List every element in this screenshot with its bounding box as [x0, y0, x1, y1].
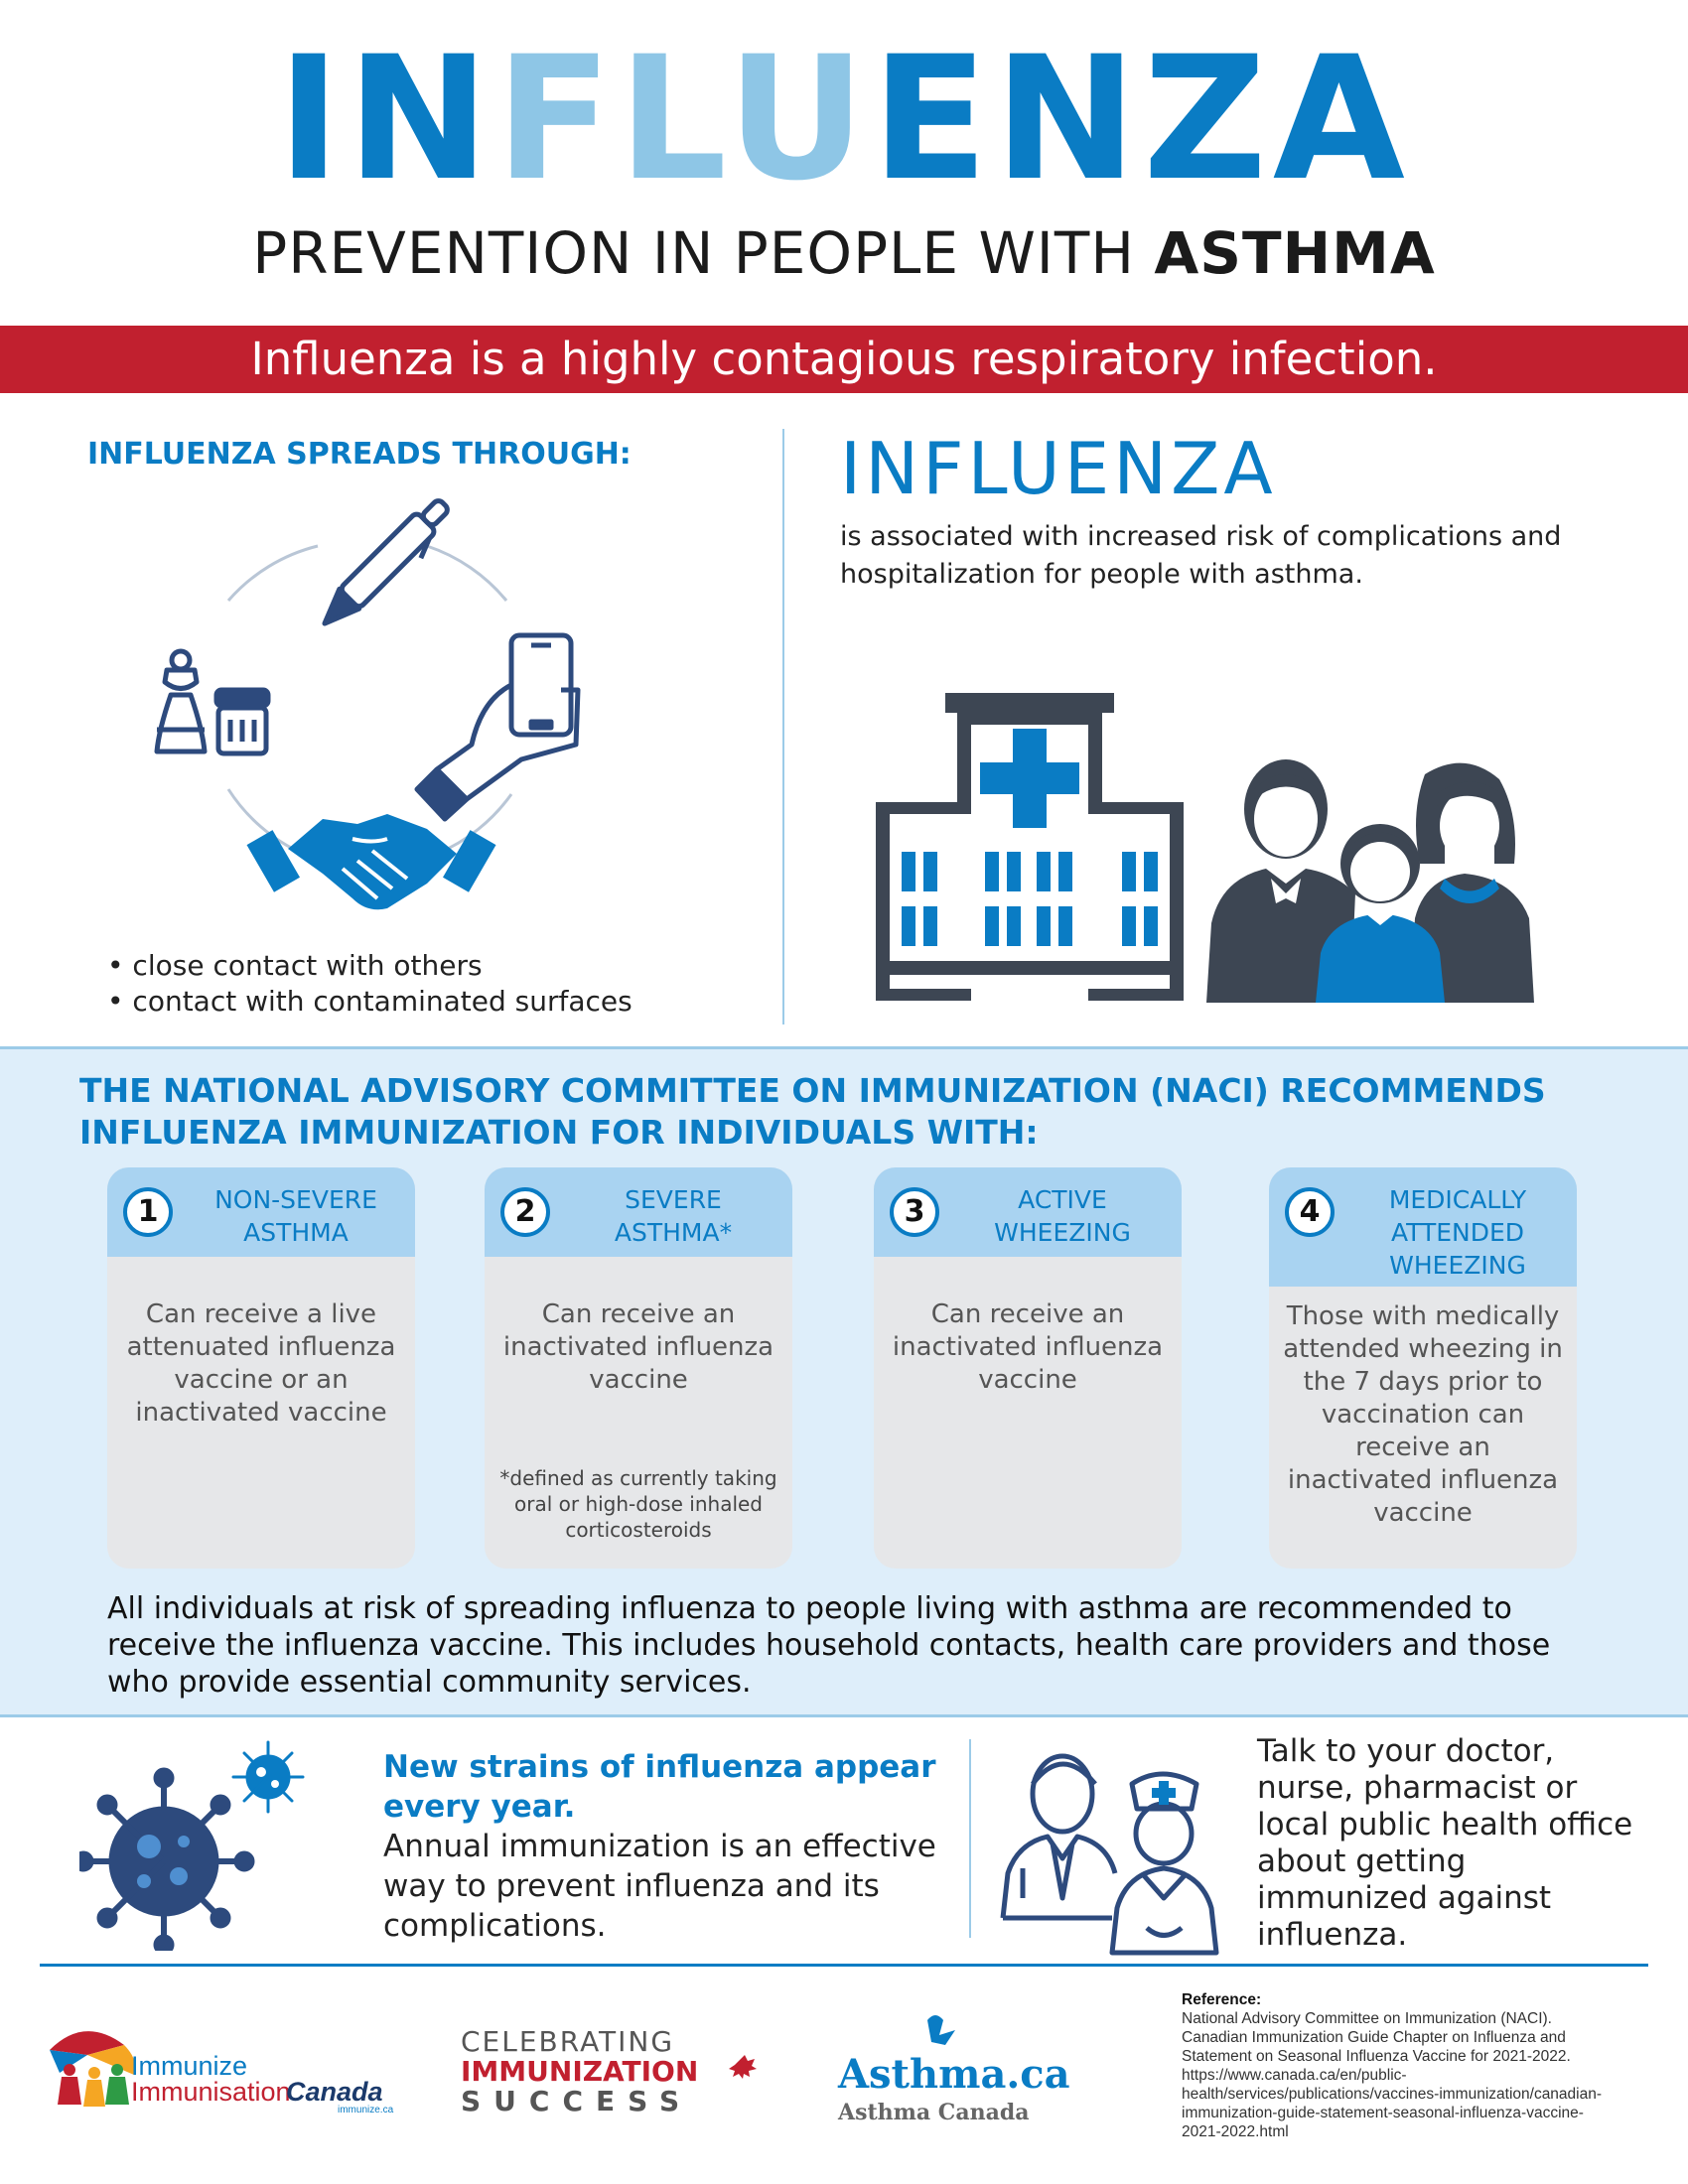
- card-number: 2: [500, 1187, 550, 1237]
- canada-text: Canada: [286, 2077, 383, 2107]
- maple-leaf-icon: [729, 2055, 757, 2079]
- spreads-heading: INFLUENZA SPREADS THROUGH:: [87, 437, 632, 472]
- influenza-risk-text: is associated with increased risk of complications and hospitalization for people with asthma.: [840, 521, 1562, 590]
- recommendation-card-3: [874, 1167, 1182, 1569]
- main-title: [0, 19, 1688, 218]
- bottom-divider-line: [40, 1964, 1648, 1967]
- card-body: Can receive an inactivated influenza vaccine: [502, 1299, 774, 1395]
- recommendation-card-2: [485, 1167, 792, 1569]
- talk-to-doctor-text: Talk to your doctor, nurse, pharmacist or local public health office about getting immunized against influenza.: [1257, 1733, 1633, 1953]
- asthma-canada-text: Asthma Canada: [838, 2100, 1030, 2125]
- all-individuals-text: All individuals at risk of spreading influenza to people living with asthma are recommended to receive the influenza vaccine. This includes household contacts, health care providers and those who provide essential community services.: [107, 1591, 1551, 1700]
- subtitle-normal: PREVENTION IN PEOPLE WITH: [252, 219, 1155, 287]
- immunize-text: Immunize: [131, 2051, 248, 2081]
- recommendation-card-4: [1269, 1167, 1577, 1569]
- subtitle-bold: ASTHMA: [1154, 219, 1436, 287]
- card-number: 4: [1285, 1187, 1335, 1237]
- card-title: NON-SEVERE ASTHMA: [214, 1185, 377, 1247]
- hand-phone-icon: [417, 635, 578, 819]
- red-banner: Influenza is a highly contagious respiratory infection.: [0, 326, 1688, 393]
- pen-icon: [139, 491, 460, 639]
- naci-heading: THE NATIONAL ADVISORY COMMITTEE ON IMMUNIZATION (NACI) RECOMMENDS INFLUENZA IMMUNIZATION FOR INDIVIDUALS WITH:: [79, 1071, 1546, 1152]
- card-header: [874, 1167, 1182, 1257]
- doctor-nurse-icon: [998, 1739, 1236, 1958]
- card-body: Can receive a live attenuated influenza vaccine or an inactivated vaccine: [126, 1299, 396, 1428]
- reference-text: National Advisory Committee on Immunization (NACI). Canadian Immunization Guide Chapter on Influenza and Statement on Seasonal Influenza Vaccine for 2021-2022. https://www.canada.ca/en/public-health/services/publications/vaccines-immunization/canadian-immunization-guide-statement-seasonal-influenza-vaccine-2021-2022.html: [1182, 2010, 1603, 2140]
- subtitle: [0, 218, 1688, 288]
- immunisation-text: Immunisation: [131, 2077, 291, 2107]
- new-strains-heading: New strains of influenza appear every year.: [383, 1749, 936, 1825]
- handshake-icon: [247, 814, 496, 909]
- spread-icons-cycle: [139, 491, 606, 928]
- immunize-canada-logo: [40, 2015, 397, 2115]
- butterfly-icon: [927, 2015, 955, 2045]
- asthma-canada-logo: [836, 2010, 1094, 2129]
- title-part-flu: FLU: [495, 19, 872, 218]
- success-text: SUCCESS: [461, 2085, 693, 2115]
- vertical-divider: [782, 429, 784, 1024]
- spread-item-surfaces: • contact with contaminated surfaces: [107, 984, 633, 1020]
- virus-icon: [79, 1732, 318, 1951]
- immunization-text: IMMUNIZATION: [461, 2055, 699, 2088]
- salt-pepper-icon: [157, 651, 268, 753]
- card-footnote: *defined as currently taking oral or high-dose inhaled corticosteroids: [499, 1466, 777, 1542]
- family-icon: [1206, 754, 1554, 1003]
- card-title: ACTIVE WHEEZING: [994, 1185, 1131, 1247]
- asthma-ca-text: Asthma.ca: [838, 2051, 1070, 2098]
- card-title: MEDICALLY ATTENDED WHEEZING: [1388, 1185, 1527, 1280]
- reference-label: Reference:: [1182, 1991, 1262, 2008]
- title-part-in: IN: [277, 19, 496, 218]
- spread-item-close-contact: • close contact with others: [107, 948, 633, 984]
- influenza-heading: INFLUENZA: [840, 427, 1277, 510]
- title-part-enza: ENZA: [871, 19, 1411, 218]
- card-body: Can receive an inactivated influenza vaccine: [892, 1299, 1164, 1395]
- new-strains-text: Annual immunization is an effective way to prevent influenza and its complications.: [383, 1829, 936, 1944]
- card-number: 1: [123, 1187, 173, 1237]
- recommendation-card-1: [107, 1167, 415, 1569]
- spread-list: [107, 948, 633, 1020]
- celebrating-text: CELEBRATING: [461, 2025, 675, 2058]
- card-body: Those with medically attended wheezing in the 7 days prior to vaccination can receive an inactivated influenza vaccine: [1283, 1301, 1563, 1528]
- bottom-vertical-divider: [969, 1739, 971, 1938]
- reference: [1182, 1990, 1618, 2141]
- card-header: [1269, 1167, 1577, 1287]
- celebrating-immunization-success-logo: [459, 2025, 776, 2115]
- card-number: 3: [890, 1187, 939, 1237]
- hospital-icon: [866, 683, 1194, 1001]
- card-header: [107, 1167, 415, 1257]
- card-header: [485, 1167, 792, 1257]
- immunize-url-text: immunize.ca: [338, 2105, 394, 2115]
- card-title: SEVERE ASTHMA*: [614, 1185, 733, 1247]
